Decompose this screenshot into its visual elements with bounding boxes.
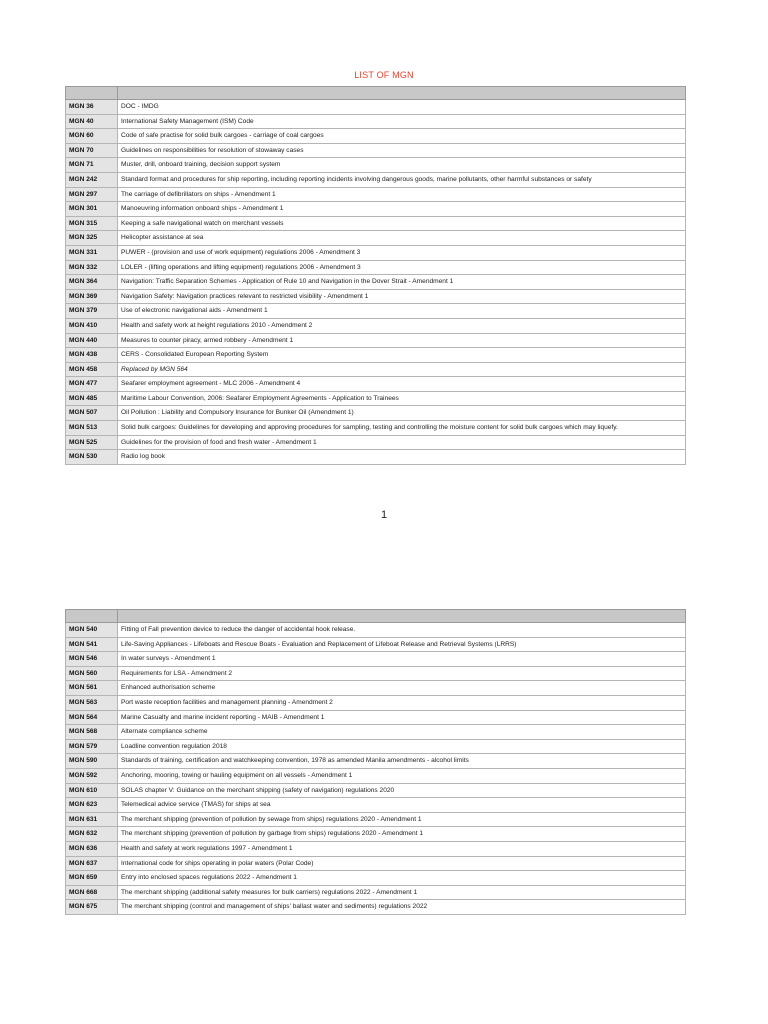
mgn-title-cell: PUWER - (provision and use of work equipment) regulations 2006 - Amendment 3 bbox=[118, 245, 686, 260]
header-cell-code bbox=[66, 87, 118, 100]
mgn-code-cell: MGN 331 bbox=[66, 245, 118, 260]
mgn-code-cell: MGN 332 bbox=[66, 260, 118, 275]
mgn-title-cell: Health and safety work at height regulations 2010 - Amendment 2 bbox=[118, 318, 686, 333]
mgn-code-cell: MGN 579 bbox=[66, 739, 118, 754]
table-row bbox=[66, 187, 686, 202]
mgn-code-cell: MGN 590 bbox=[66, 754, 118, 769]
table-row bbox=[66, 783, 686, 798]
mgn-title-cell: Solid bulk cargoes: Guidelines for developing and approving procedures for sampling, testing and controlling the moisture content for solid bulk cargoes which may liquefy. bbox=[118, 421, 686, 436]
mgn-code-cell: MGN 477 bbox=[66, 377, 118, 392]
mgn-code-cell: MGN 70 bbox=[66, 143, 118, 158]
table-header-row bbox=[66, 610, 686, 623]
table-row bbox=[66, 406, 686, 421]
table-row bbox=[66, 275, 686, 290]
mgn-code-cell: MGN 325 bbox=[66, 231, 118, 246]
mgn-title-cell: The merchant shipping (prevention of pollution by sewage from ships) regulations 2020 - Amendment 1 bbox=[118, 812, 686, 827]
mgn-title-cell: The carriage of defibrillators on ships - Amendment 1 bbox=[118, 187, 686, 202]
mgn-code-cell: MGN 561 bbox=[66, 681, 118, 696]
mgn-code-cell: MGN 560 bbox=[66, 666, 118, 681]
mgn-code-cell: MGN 564 bbox=[66, 710, 118, 725]
table-row bbox=[66, 289, 686, 304]
mgn-code-cell: MGN 637 bbox=[66, 856, 118, 871]
mgn-code-cell: MGN 530 bbox=[66, 450, 118, 465]
table-row bbox=[66, 739, 686, 754]
table-row bbox=[66, 695, 686, 710]
mgn-code-cell: MGN 513 bbox=[66, 421, 118, 436]
table-row bbox=[66, 245, 686, 260]
table-row bbox=[66, 871, 686, 886]
mgn-code-cell: MGN 369 bbox=[66, 289, 118, 304]
table-row bbox=[66, 827, 686, 842]
page-number: 1 bbox=[380, 509, 388, 521]
mgn-code-cell: MGN 568 bbox=[66, 725, 118, 740]
mgn-code-cell: MGN 659 bbox=[66, 871, 118, 886]
mgn-title-cell: Use of electronic navigational aids - Amendment 1 bbox=[118, 304, 686, 319]
mgn-title-cell: Enhanced authorisation scheme bbox=[118, 681, 686, 696]
mgn-code-cell: MGN 438 bbox=[66, 348, 118, 363]
table-row bbox=[66, 812, 686, 827]
table-row bbox=[66, 100, 686, 115]
table-row bbox=[66, 725, 686, 740]
mgn-code-cell: MGN 525 bbox=[66, 435, 118, 450]
mgn-code-cell: MGN 610 bbox=[66, 783, 118, 798]
mgn-title-cell: Radio log book bbox=[118, 450, 686, 465]
mgn-title-cell: The merchant shipping (additional safety measures for bulk carriers) regulations 2022 - Amendment 1 bbox=[118, 885, 686, 900]
mgn-title-cell: Keeping a safe navigational watch on merchant vessels bbox=[118, 216, 686, 231]
mgn-title-cell: Port waste reception facilities and management planning - Amendment 2 bbox=[118, 695, 686, 710]
table-row bbox=[66, 637, 686, 652]
mgn-code-cell: MGN 410 bbox=[66, 318, 118, 333]
table-row bbox=[66, 202, 686, 217]
mgn-title-cell: International code for ships operating in polar waters (Polar Code) bbox=[118, 856, 686, 871]
mgn-title-cell: Marine Casualty and marine incident reporting - MAIB - Amendment 1 bbox=[118, 710, 686, 725]
table-row bbox=[66, 114, 686, 129]
table-row bbox=[66, 391, 686, 406]
mgn-title-cell: In water surveys - Amendment 1 bbox=[118, 652, 686, 667]
table-row bbox=[66, 143, 686, 158]
table-row bbox=[66, 172, 686, 187]
table-row bbox=[66, 623, 686, 638]
table-row bbox=[66, 216, 686, 231]
mgn-code-cell: MGN 668 bbox=[66, 885, 118, 900]
mgn-title-cell: Life-Saving Appliances - Lifeboats and Rescue Boats - Evaluation and Replacement of Lifeboat Release and Retrieval Systems (LRRS) bbox=[118, 637, 686, 652]
mgn-title-cell: The merchant shipping (control and management of ships' ballast water and sediments) regulations 2022 bbox=[118, 900, 686, 915]
mgn-code-cell: MGN 379 bbox=[66, 304, 118, 319]
mgn-code-cell: MGN 675 bbox=[66, 900, 118, 915]
header-cell-title bbox=[118, 610, 686, 623]
mgn-code-cell: MGN 242 bbox=[66, 172, 118, 187]
mgn-code-cell: MGN 71 bbox=[66, 158, 118, 173]
mgn-title-cell: Loadline convention regulation 2018 bbox=[118, 739, 686, 754]
mgn-title-cell: Standards of training, certification and watchkeeping convention, 1978 as amended Manila amendments - alcohol limits bbox=[118, 754, 686, 769]
table-row bbox=[66, 362, 686, 377]
mgn-code-cell: MGN 631 bbox=[66, 812, 118, 827]
mgn-code-cell: MGN 592 bbox=[66, 768, 118, 783]
table-row bbox=[66, 652, 686, 667]
mgn-code-cell: MGN 440 bbox=[66, 333, 118, 348]
mgn-title-cell: Navigation Safety: Navigation practices relevant to restricted visibility - Amendment 1 bbox=[118, 289, 686, 304]
mgn-code-cell: MGN 297 bbox=[66, 187, 118, 202]
mgn-code-cell: MGN 623 bbox=[66, 798, 118, 813]
mgn-title-cell: Telemedical advice service (TMAS) for ships at sea bbox=[118, 798, 686, 813]
mgn-title-cell: Maritime Labour Convention, 2006: Seafarer Employment Agreements - Application to Trainees bbox=[118, 391, 686, 406]
mgn-title-cell: Replaced by MGN 564 bbox=[118, 362, 686, 377]
mgn-code-cell: MGN 541 bbox=[66, 637, 118, 652]
table-row bbox=[66, 333, 686, 348]
mgn-title-cell: Requirements for LSA - Amendment 2 bbox=[118, 666, 686, 681]
mgn-code-cell: MGN 458 bbox=[66, 362, 118, 377]
table-row bbox=[66, 318, 686, 333]
table-row bbox=[66, 304, 686, 319]
table-body bbox=[66, 623, 686, 915]
mgn-title-cell: Navigation: Traffic Separation Schemes - Application of Rule 10 and Navigation in the Dover Strait - Amendment 1 bbox=[118, 275, 686, 290]
mgn-title-cell: Measures to counter piracy, armed robbery - Amendment 1 bbox=[118, 333, 686, 348]
mgn-title-cell: International Safety Management (ISM) Code bbox=[118, 114, 686, 129]
table-row bbox=[66, 421, 686, 436]
table-row bbox=[66, 435, 686, 450]
mgn-code-cell: MGN 546 bbox=[66, 652, 118, 667]
mgn-title-cell: Muster, drill, onboard training, decision support system bbox=[118, 158, 686, 173]
mgn-title-cell: Seafarer employment agreement - MLC 2006 - Amendment 4 bbox=[118, 377, 686, 392]
table-row bbox=[66, 450, 686, 465]
table-row bbox=[66, 681, 686, 696]
mgn-title-cell: Helicopter assistance at sea bbox=[118, 231, 686, 246]
mgn-title-cell: Health and safety at work regulations 1997 - Amendment 1 bbox=[118, 841, 686, 856]
mgn-title-cell: The merchant shipping (prevention of pollution by garbage from ships) regulations 2020 - Amendment 1 bbox=[118, 827, 686, 842]
table-row bbox=[66, 348, 686, 363]
table-row bbox=[66, 129, 686, 144]
mgn-title-cell: Oil Pollution : Liability and Compulsory Insurance for Bunker Oil (Amendment 1) bbox=[118, 406, 686, 421]
mgn-title-cell: DOC - IMDG bbox=[118, 100, 686, 115]
mgn-code-cell: MGN 563 bbox=[66, 695, 118, 710]
table-row bbox=[66, 260, 686, 275]
mgn-code-cell: MGN 636 bbox=[66, 841, 118, 856]
mgn-title-cell: Guidelines for the provision of food and fresh water - Amendment 1 bbox=[118, 435, 686, 450]
mgn-code-cell: MGN 40 bbox=[66, 114, 118, 129]
mgn-title-cell: Code of safe practise for solid bulk cargoes - carriage of coal cargoes bbox=[118, 129, 686, 144]
mgn-code-cell: MGN 364 bbox=[66, 275, 118, 290]
mgn-title-cell: Manoeuvring information onboard ships - Amendment 1 bbox=[118, 202, 686, 217]
mgn-code-cell: MGN 315 bbox=[66, 216, 118, 231]
table-row bbox=[66, 798, 686, 813]
table-row bbox=[66, 841, 686, 856]
mgn-title-cell: Anchoring, mooring, towing or hauling equipment on all vessels - Amendment 1 bbox=[118, 768, 686, 783]
table-row bbox=[66, 754, 686, 769]
table-row bbox=[66, 666, 686, 681]
mgn-title-cell: SOLAS chapter V: Guidance on the merchant shipping (safety of navigation) regulations 2020 bbox=[118, 783, 686, 798]
mgn-code-cell: MGN 540 bbox=[66, 623, 118, 638]
table-row bbox=[66, 710, 686, 725]
table-row bbox=[66, 768, 686, 783]
table-row bbox=[66, 856, 686, 871]
table-header-row bbox=[66, 87, 686, 100]
mgn-title-cell: Standard format and procedures for ship reporting, including reporting incidents involving dangerous goods, marine pollutants, other harmful substances or safety bbox=[118, 172, 686, 187]
table-row bbox=[66, 900, 686, 915]
mgn-title-cell: LOLER - (lifting operations and lifting equipment) regulations 2006 - Amendment 3 bbox=[118, 260, 686, 275]
mgn-table-page-1 bbox=[65, 86, 686, 465]
table-row bbox=[66, 377, 686, 392]
header-cell-code bbox=[66, 610, 118, 623]
header-cell-title bbox=[118, 87, 686, 100]
table-row bbox=[66, 158, 686, 173]
table-row bbox=[66, 885, 686, 900]
table-body bbox=[66, 100, 686, 465]
mgn-title-cell: Entry into enclosed spaces regulations 2022 - Amendment 1 bbox=[118, 871, 686, 886]
mgn-code-cell: MGN 36 bbox=[66, 100, 118, 115]
mgn-code-cell: MGN 60 bbox=[66, 129, 118, 144]
mgn-code-cell: MGN 632 bbox=[66, 827, 118, 842]
mgn-title-cell: Guidelines on responsibilities for resolution of stowaway cases bbox=[118, 143, 686, 158]
mgn-code-cell: MGN 507 bbox=[66, 406, 118, 421]
mgn-code-cell: MGN 301 bbox=[66, 202, 118, 217]
table-row bbox=[66, 231, 686, 246]
mgn-code-cell: MGN 485 bbox=[66, 391, 118, 406]
mgn-title-cell: Alternate compliance scheme bbox=[118, 725, 686, 740]
mgn-table-page-2 bbox=[65, 609, 686, 915]
document-title: LIST OF MGN bbox=[354, 70, 414, 80]
mgn-title-cell: CERS - Consolidated European Reporting System bbox=[118, 348, 686, 363]
mgn-title-cell: Fitting of Fall prevention device to reduce the danger of accidental hook release. bbox=[118, 623, 686, 638]
